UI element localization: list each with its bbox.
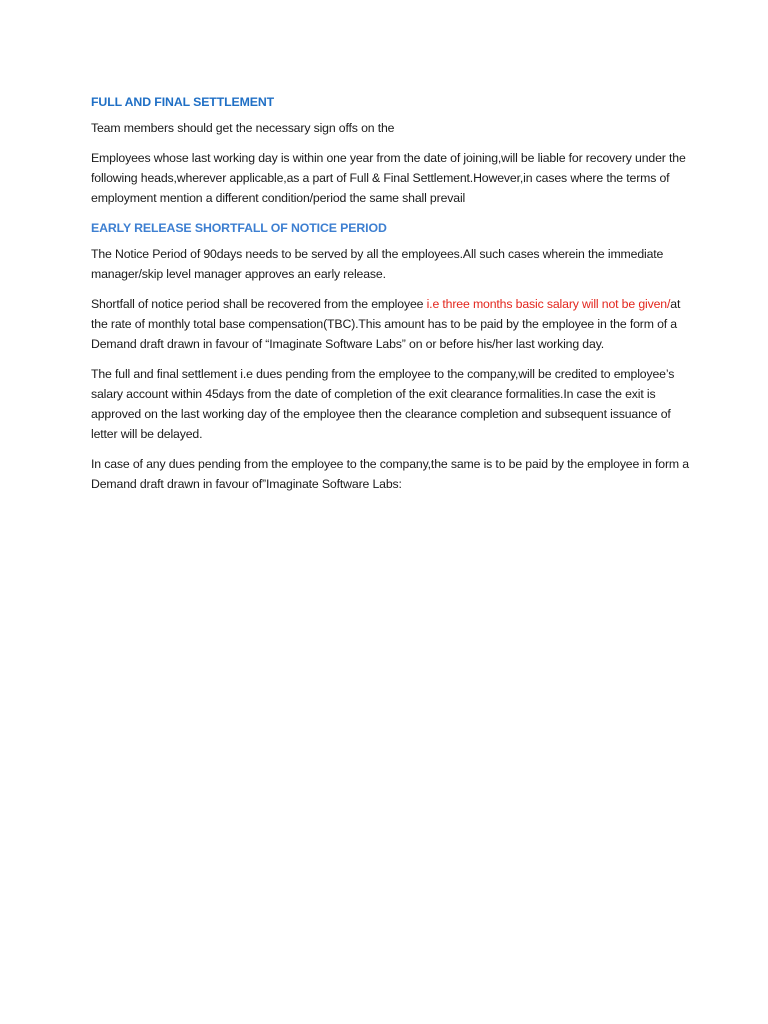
paragraph-settlement-credit: The full and final settlement i.e dues pending from the employee to the company,will be credited to employee’s salary account within 45days from the date of completion of the exit clearance formalities.In case the exit is approved on the last working day of the employee then the clearance completion and subsequent issuance of letter will be delayed.: [91, 367, 675, 441]
paragraph-sign-offs: Team members should get the necessary sign offs on the: [91, 121, 395, 135]
paragraph-shortfall: [91, 294, 698, 354]
heading-early-release: EARLY RELEASE SHORTFALL OF NOTICE PERIOD: [91, 221, 387, 235]
shortfall-text-end: at the rate of monthly total base compensation(TBC).This amount has to be paid by the employee in the form of a Demand draft drawn in favour of “Imaginate Software Labs” on or before his/her last working day.: [91, 297, 681, 351]
shortfall-highlight: i.e three months basic salary will not be given/: [426, 297, 671, 311]
paragraph-recovery-policy: Employees whose last working day is within one year from the date of joining,will be liable for recovery under the following heads,wherever applicable,as a part of Full & Final Settlement.However,in cases where the terms of employment mention a different condition/period the same shall prevail: [91, 151, 686, 205]
paragraph-dues-pending: In case of any dues pending from the employee to the company,the same is to be paid by the employee in form a Demand draft drawn in favour of”Imaginate Software Labs:: [91, 457, 689, 491]
paragraph-notice-period: The Notice Period of 90days needs to be served by all the employees.All such cases wherein the immediate manager/skip level manager approves an early release.: [91, 247, 664, 281]
heading-full-and-final-settlement: FULL AND FINAL SETTLEMENT: [91, 95, 275, 109]
shortfall-text-start: Shortfall of notice period shall be recovered from the employee: [91, 297, 427, 311]
